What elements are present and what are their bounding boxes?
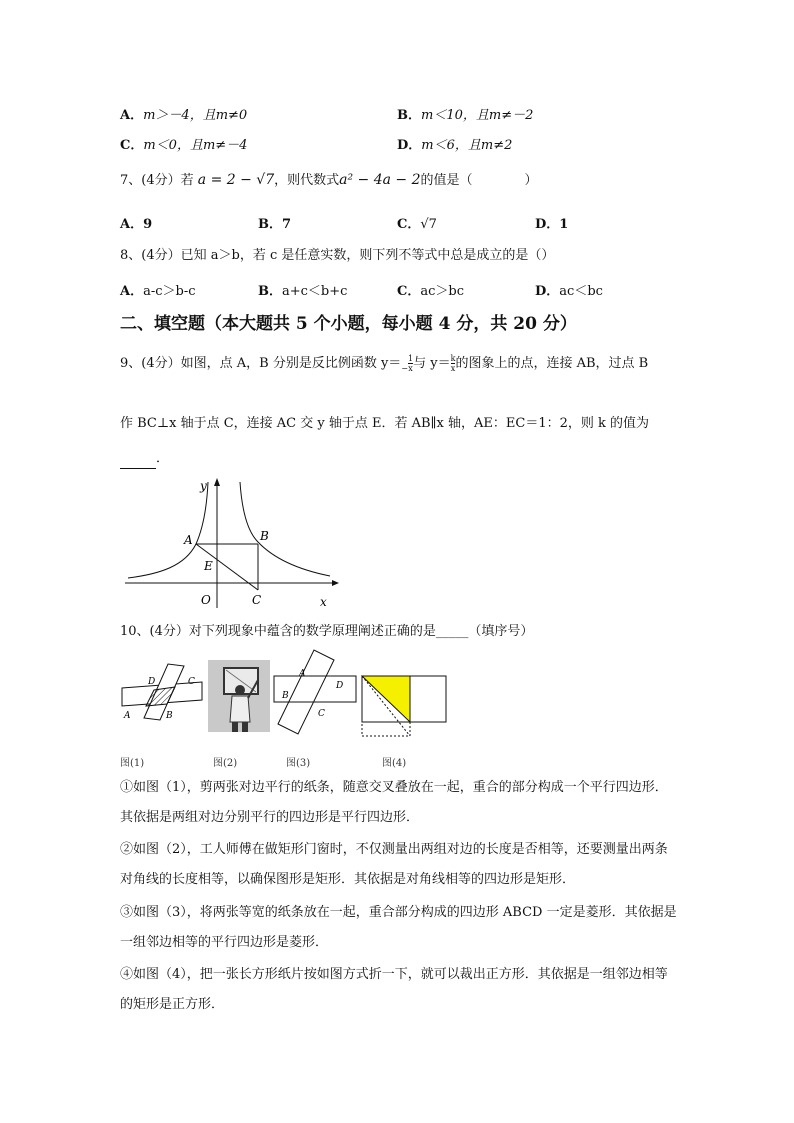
q7-option-d[interactable]: D．1 <box>535 217 569 232</box>
fig2-worker-leg-left <box>232 722 238 732</box>
q8-option-b[interactable]: B．a+c＜b+c <box>258 284 348 299</box>
q7-option-a[interactable]: A．9 <box>120 217 153 232</box>
q8-option-d[interactable]: D．ac＜bc <box>535 284 603 299</box>
q9-answer-blank[interactable] <box>120 450 156 469</box>
fig3-label-c: C <box>318 709 325 719</box>
fig1-label-a: A <box>124 711 131 721</box>
q7-expr-a: a = 2 − √7 <box>197 172 275 188</box>
q10-statement-2: ②如图（2），工人师傅在做矩形门窗时，不仅测量出两组对边的长度是否相等，还要测量出两条对角线的长度相等，以确保图形是矩形．其依据是对角线相等的四边形是矩形． <box>120 842 668 887</box>
fig-caption-2: 图(2) <box>213 758 238 769</box>
section-2-title: 二、填空题（本大题共 5 个小题，每小题 4 分，共 20 分） <box>120 314 577 334</box>
q6-option-a[interactable]: A．m＞－4，且m≠0 <box>120 108 248 123</box>
q9-fraction-1: − $\frac{1}{x}$ <box>401 354 414 373</box>
label-y: y <box>200 479 207 493</box>
q10-statement-4: ④如图（4），把一张长方形纸片按如图方式折一下，就可以裁出正方形．其依据是一组邻边相等的矩形是正方形． <box>120 967 668 1012</box>
q7-option-c[interactable]: C．√7 <box>397 217 437 232</box>
label-c: C <box>252 593 262 607</box>
q7-option-b[interactable]: B．7 <box>258 217 292 232</box>
q9-stem-line3: ． <box>120 450 169 469</box>
x-axis-arrow-icon <box>332 580 339 586</box>
curve-right-branch <box>240 482 330 576</box>
label-o: O <box>201 593 211 607</box>
fig1-label-b: B <box>166 711 173 721</box>
label-a: A <box>184 533 193 547</box>
q10-figure-4 <box>360 674 450 744</box>
label-e: E <box>204 559 213 573</box>
fig2-worker-head <box>235 685 245 695</box>
fig2-worker-body <box>230 696 250 722</box>
q8-option-a[interactable]: A．a-c＞b-c <box>120 284 196 299</box>
label-b: B <box>260 529 269 543</box>
q9-graph <box>120 474 342 614</box>
q8-stem: 8、(4分）已知 a＞b，若 c 是任意实数，则下列不等式中总是成立的是（） <box>120 248 555 263</box>
fig3-label-a: A <box>299 669 306 679</box>
fig3-label-b: B <box>282 691 289 701</box>
fig2-worker-leg-right <box>242 722 248 732</box>
fig-caption-4: 图(4) <box>382 758 407 769</box>
q9-stem-line2: 作 BC⊥x 轴于点 C，连接 AC 交 y 轴于点 E．若 AB∥x 轴，AE：EC＝1：2，则 k 的值为 <box>120 416 650 431</box>
fig3-label-d: D <box>336 681 344 691</box>
y-axis-arrow-icon <box>214 478 220 486</box>
q8-option-c[interactable]: C．ac＞bc <box>397 284 464 299</box>
q9-stem-line1: 9、(4分）如图，点 A，B 分别是反比例函数 y＝− $\frac{1}{x}$ 与 y＝ $\frac{k}{x}$ 的图象上的点，连接 AB，过点 B <box>120 354 649 373</box>
q10-statement-3: ③如图（3），将两张等宽的纸条放在一起，重合部分构成的四边形 ABCD 一定是菱形．其依据是一组邻边相等的平行四边形是菱形． <box>120 905 677 950</box>
q10-statement-1: ①如图（1），剪两张对边平行的纸条，随意交叉叠放在一起，重合的部分构成一个平行四边形．其依据是两组对边分别平行的四边形是平行四边形． <box>120 780 668 825</box>
q10-figure-2 <box>208 660 270 732</box>
fig1-label-c: C <box>188 677 195 687</box>
q10-figure-3 <box>272 646 360 738</box>
q6-option-c[interactable]: C．m＜0，且m≠－4 <box>120 138 248 153</box>
q6-option-b[interactable]: B．m＜10，且m≠－2 <box>397 108 534 123</box>
q9-fraction-2: $\frac{k}{x}$ <box>450 354 456 373</box>
q10-figure-1 <box>120 660 204 726</box>
label-x: x <box>320 595 327 609</box>
q6-option-d[interactable]: D．m＜6，且m≠2 <box>397 138 513 153</box>
curve-left-branch <box>128 482 208 578</box>
fig-caption-1: 图(1) <box>120 758 145 769</box>
fig1-label-d: D <box>148 677 156 687</box>
fig-caption-3: 图(3) <box>286 758 311 769</box>
q7-stem: 7、(4分）若 a = 2 − √7，则代数式a² − 4a − 2的值是（ ） <box>120 172 538 188</box>
q10-stem: 10、(4分）对下列现象中蕴含的数学原理阐述正确的是_____（填序号） <box>120 624 534 639</box>
q7-expr-b: a² − 4a − 2 <box>339 172 421 188</box>
